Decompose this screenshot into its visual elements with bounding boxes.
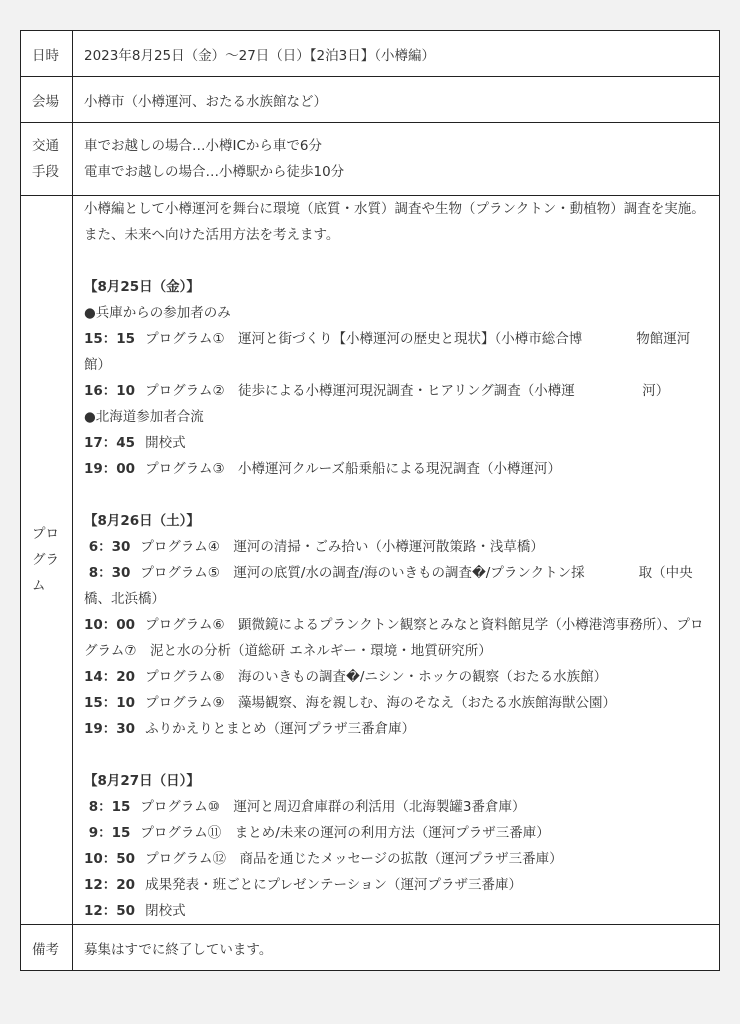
label-program-line: プロ (32, 526, 59, 542)
schedule-time: 15：15 (84, 331, 136, 347)
schedule-item (84, 898, 707, 924)
schedule-text: プログラム① 運河と街づくり【小樽運河の歴史と現状】（小樽市総合博 物館運河館） (84, 331, 691, 373)
schedule-item (84, 378, 707, 404)
schedule-item (84, 846, 707, 872)
schedule-text: ふりかえりとまとめ（運河プラザ三番倉庫） (145, 721, 416, 737)
label-date: 日時 (21, 31, 73, 77)
schedule-text: プログラム⑪ まとめ/未来の運河の利用方法（運河プラザ三番庫） (140, 825, 550, 841)
schedule-text: プログラム⑫ 商品を通じたメッセージの拡散（運河プラザ三番庫） (145, 851, 563, 867)
schedule-text: 開校式 (145, 435, 186, 451)
label-access-line: 交通 (32, 138, 59, 154)
schedule-item (84, 794, 707, 820)
schedule-time: 10：50 (84, 851, 136, 867)
schedule-item (84, 534, 707, 560)
schedule-time: 8：30 (84, 565, 131, 581)
label-program-line: ム (32, 578, 46, 594)
value-program (73, 196, 720, 925)
label-access (21, 123, 73, 196)
label-program (21, 196, 73, 925)
label-program-line: グラ (32, 552, 59, 568)
program-intro: 小樽編として小樽運河を舞台に環境（底質・水質）調査や生物（プランクトン・動植物）調査を実施。また、未来へ向けた活用方法を考えます。 (84, 201, 705, 243)
spacer (84, 482, 707, 508)
row-program (21, 196, 720, 925)
schedule-text: プログラム④ 運河の清掃・ごみ拾い（小樽運河散策路・浅草橋） (140, 539, 544, 555)
schedule-text: ●兵庫からの参加者のみ (84, 305, 231, 321)
spacer (84, 742, 707, 768)
schedule-time: 8：15 (84, 799, 131, 815)
schedule-item (84, 872, 707, 898)
schedule-text: プログラム⑩ 運河と周辺倉庫群の利活用（北海製罐3番倉庫） (140, 799, 526, 815)
schedule-item (84, 820, 707, 846)
label-venue: 会場 (21, 77, 73, 123)
row-venue (21, 77, 720, 123)
row-date (21, 31, 720, 77)
schedule-item (84, 326, 707, 378)
schedule-text: ●北海道参加者合流 (84, 409, 204, 425)
schedule-time: 19：00 (84, 461, 136, 477)
schedule-item (84, 404, 707, 430)
label-note: 備考 (21, 925, 73, 971)
value-access (73, 123, 720, 196)
schedule-text: プログラム⑥ 顕微鏡によるプランクトン観察とみなと資料館見学（小樽港湾事務所）、プログラム⑦ 泥と水の分析（道総研 エネルギー・環境・地質研究所） (84, 617, 704, 659)
schedule-time: 12：50 (84, 903, 136, 919)
schedule-time: 19：30 (84, 721, 136, 737)
schedule-item (84, 612, 707, 664)
value-date: 2023年8月25日（金）〜27日（日）【2泊3日】（小樽編） (73, 31, 720, 77)
schedule-item (84, 690, 707, 716)
schedule-text: プログラム③ 小樽運河クルーズ船乗船による現況調査（小樽運河） (145, 461, 561, 477)
schedule-item (84, 716, 707, 742)
schedule-time: 14：20 (84, 669, 136, 685)
value-note: 募集はすでに終了しています。 (73, 925, 720, 971)
schedule-text: プログラム⑨ 藻場観察、海を親しむ、海のそなえ（おたる水族館海獣公園） (145, 695, 617, 711)
day-heading: 【8月27日（日）】 (84, 773, 200, 789)
schedule-text: プログラム⑧ 海のいきもの調査�/ニシン・ホッケの観察（おたる水族館） (145, 669, 608, 685)
row-note (21, 925, 720, 971)
schedule-text: 成果発表・班ごとにプレゼンテーション（運河プラザ三番庫） (145, 877, 522, 893)
schedule-time: 12：20 (84, 877, 136, 893)
access-by-car: 車でお越しの場合…小樽ICから車で6分 (84, 138, 322, 154)
access-by-train: 電車でお越しの場合…小樽駅から徒歩10分 (84, 164, 345, 180)
spacer (84, 248, 707, 274)
schedule-item (84, 560, 707, 612)
event-info-table (20, 30, 720, 971)
schedule-item (84, 300, 707, 326)
schedule-time: 16：10 (84, 383, 136, 399)
schedule-time: 15：10 (84, 695, 136, 711)
day-heading: 【8月25日（金）】 (84, 279, 200, 295)
schedule-text: プログラム⑤ 運河の底質/水の調査/海のいきもの調査�/プランクトン採 取（中央橋、北浜橋） (84, 565, 693, 607)
schedule-time: 17：45 (84, 435, 136, 451)
label-access-line: 手段 (32, 164, 59, 180)
schedule-time: 9：15 (84, 825, 131, 841)
schedule-text: 閉校式 (145, 903, 186, 919)
value-venue: 小樽市（小樽運河、おたる水族館など） (73, 77, 720, 123)
row-access (21, 123, 720, 196)
schedule-item (84, 430, 707, 456)
schedule-time: 6：30 (84, 539, 131, 555)
schedule-time: 10：00 (84, 617, 136, 633)
day-heading: 【8月26日（土）】 (84, 513, 200, 529)
schedule-item (84, 456, 707, 482)
schedule-item (84, 664, 707, 690)
schedule-text: プログラム② 徒歩による小樽運河現況調査・ヒアリング調査（小樽運 河） (145, 383, 670, 399)
